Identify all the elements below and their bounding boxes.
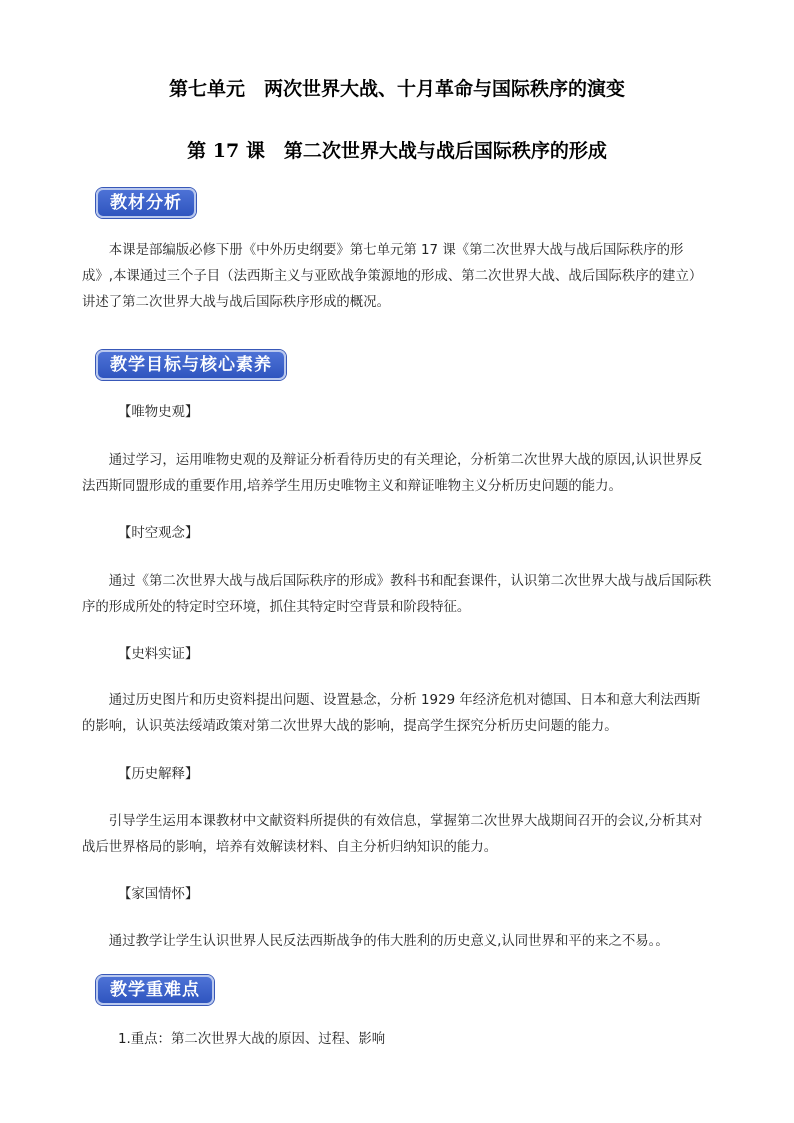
goal-text-spacetime: 通过《第二次世界大战与战后国际秩序的形成》教科书和配套课件，认识第二次世界大战与战后国际秩序的形成所处的特定时空环境，抓住其特定时空背景和阶段特征。 [82,574,712,615]
goal-text-evidence: 通过历史图片和历史资料提出问题、设置悬念，分析 1929 年经济危机对德国、日本和意大利法西斯的影响，认识英法绥靖政策对第二次世界大战的影响，提高学生探究分析历史问题的能力。 [82,693,701,734]
lesson-title: 第 17 课 第二次世界大战与战后国际秩序的形成 [187,140,607,162]
goal-text-materialism: 通过学习，运用唯物史观的及辩证分析看待历史的有关理论，分析第二次世界大战的原因,认识世界反法西斯同盟形成的重要作用,培养学生用历史唯物主义和辩证唯物主义分析历史问题的能力。 [82,453,703,494]
goal-text-patriotism: 通过教学让学生认识世界人民反法西斯战争的伟大胜利的历史意义,认同世界和平的来之不易。。 [108,934,669,949]
goal-label-materialism: 【唯物史观】 [118,405,199,420]
goal-label-patriotism: 【家国情怀】 [118,887,199,902]
key-point-1: 1.重点：第二次世界大战的原因、过程、影响 [118,1032,386,1047]
goal-label-evidence: 【史料实证】 [118,647,199,662]
section-badge-goals: 教学目标与核心素养 [96,350,286,380]
goal-label-spacetime: 【时空观念】 [118,526,199,541]
unit-title: 第七单元 两次世界大战、十月革命与国际秩序的演变 [168,78,625,100]
section-badge-analysis: 教材分析 [96,188,196,218]
goal-label-interpretation: 【历史解释】 [118,767,199,782]
section-badge-key-points: 教学重难点 [96,975,214,1005]
goal-text-interpretation: 引导学生运用本课教材中文献资料所提供的有效信息，掌握第二次世界大战期间召开的会议,分析其对战后世界格局的影响，培养有效解读材料、自主分析归纳知识的能力。 [82,814,703,855]
analysis-paragraph: 本课是部编版必修下册《中外历史纲要》第七单元第 17 课《第二次世界大战与战后国际秩序的形成》,本课通过三个子目（法西斯主义与亚欧战争策源地的形成、第二次世界大战、战后国际秩序的建立）讲述了第二次世界大战与战后国际秩序形成的概况。 [82,243,703,310]
